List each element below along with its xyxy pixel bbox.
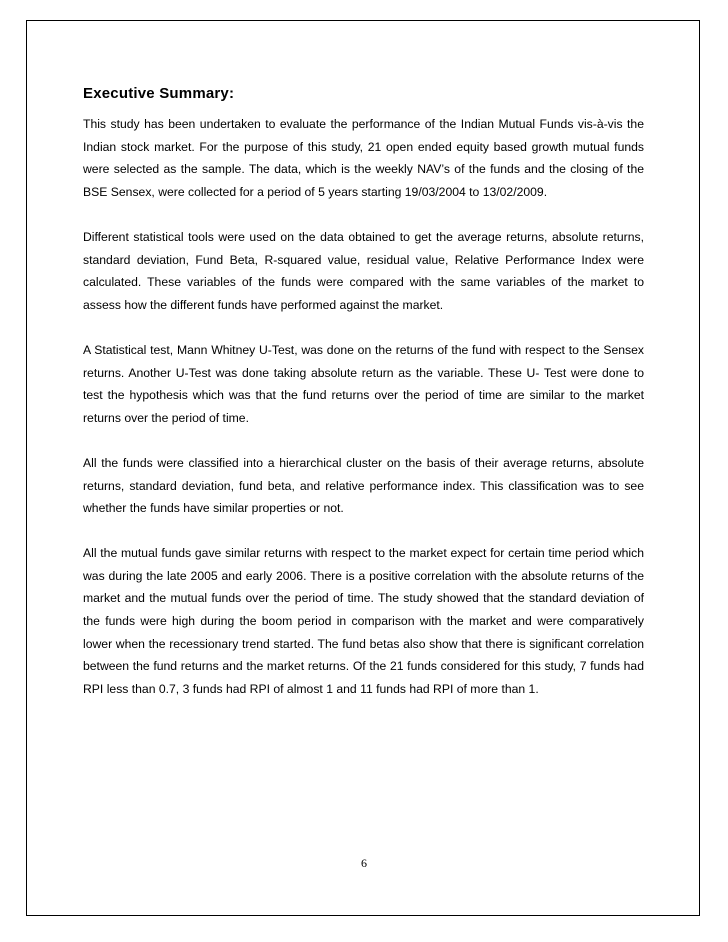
paragraph-statistical-tools: Different statistical tools were used on the data obtained to get the average returns, absolute returns, standard deviation, Fund Beta, R-squared value, residual value, Relative Performance Index were calculated. These variables of the funds were compared with the same variables of the market to assess how the different funds have performed against the market. <box>83 229 644 312</box>
paragraph-study-purpose: This study has been undertaken to evaluate the performance of the Indian Mutual Funds vis-à-vis the Indian stock market. For the purpose of this study, 21 open ended equity based growth mutual funds were selected as the sample. The data, which is the weekly NAV’s of the funds and the closing of the BSE Sensex, were collected for a period of 5 years starting 19/03/2004 to 13/02/2009. <box>83 117 644 199</box>
paragraph-findings: All the mutual funds gave similar returns with respect to the market expect for certain time period which was during the late 2005 and early 2006. There is a positive correlation with the absolute returns of the market and the mutual funds over the period of time. The study showed that the standard deviation of the funds were high during the boom period in comparison with the market and were comparatively lower when the recessionary trend started. The fund betas also show that there is significant correlation between the fund returns and the market returns. Of the 21 funds considered for this study, 7 funds had RPI less than 0.7, 3 funds had RPI of almost 1 and 11 funds had RPI of more than 1. <box>83 546 644 696</box>
page-number: 6 <box>361 856 367 870</box>
section-heading: Executive Summary: <box>83 85 235 102</box>
paragraph-cluster-classification: All the funds were classified into a hierarchical cluster on the basis of their average returns, absolute returns, standard deviation, fund beta, and relative performance index. This classification was to see whether the funds have similar properties or not. <box>83 455 644 516</box>
document-body <box>83 84 644 723</box>
paragraph-u-test: A Statistical test, Mann Whitney U-Test, was done on the returns of the fund with respect to the Sensex returns. Another U-Test was done taking absolute return as the variable. These U- Test were done to test the hypothesis which was that the fund returns over the period of time are similar to the market returns over the period of time. <box>83 342 644 425</box>
